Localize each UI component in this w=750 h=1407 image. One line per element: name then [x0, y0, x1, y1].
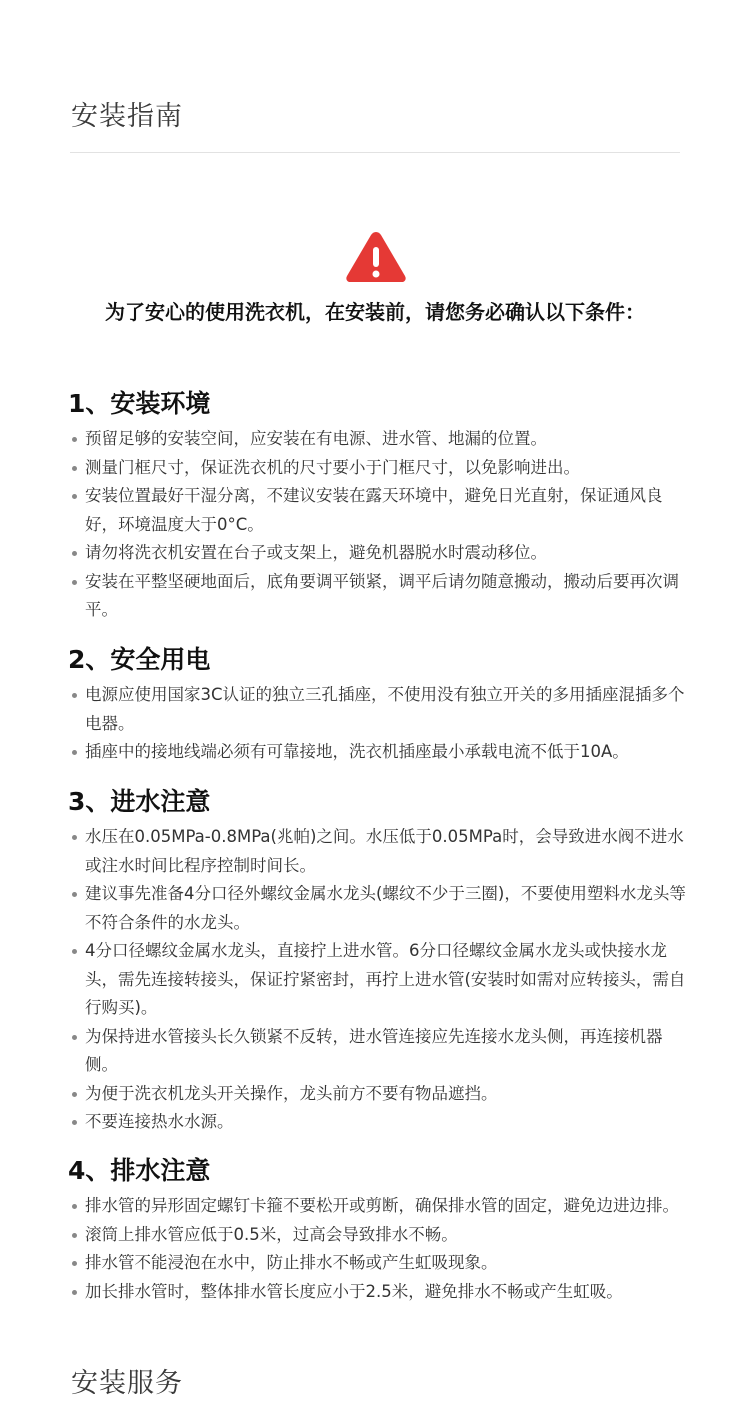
list-item: 为保持进水管接头长久锁紧不反转，进水管连接应先连接水龙头侧，再连接机器侧。 — [68, 1023, 688, 1080]
section-drainage — [68, 1154, 688, 1306]
list-item: 为便于洗衣机龙头开关操作，龙头前方不要有物品遮挡。 — [68, 1080, 688, 1109]
list-item: 请勿将洗衣机安置在台子或支架上，避免机器脱水时震动移位。 — [68, 539, 688, 568]
install-service-title: 安装服务 — [71, 1368, 183, 1399]
list-item: 加长排水管时，整体排水管长度应小于2.5米，避免排水不畅或产生虹吸。 — [68, 1278, 688, 1307]
list-item: 水压在0.05MPa-0.8MPa(兆帕)之间。水压低于0.05MPa时，会导致进水阀不进水或注水时间比程序控制时间长。 — [68, 823, 688, 880]
intro-text: 为了安心的使用洗衣机，在安装前，请您务必确认以下条件： — [105, 300, 645, 324]
section-electrical-safety — [68, 643, 688, 767]
title-divider — [70, 152, 680, 153]
section-water-inlet — [68, 785, 688, 1137]
list-item: 电源应使用国家3C认证的独立三孔插座，不使用没有独立开关的多用插座混插多个电器。 — [68, 681, 688, 738]
list-item: 排水管的异形固定螺钉卡箍不要松开或剪断，确保排水管的固定，避免边进边排。 — [68, 1192, 688, 1221]
list-item: 预留足够的安装空间，应安装在有电源、进水管、地漏的位置。 — [68, 425, 688, 454]
section-heading: 4、排水注意 — [68, 1156, 211, 1185]
section-heading: 1、安装环境 — [68, 389, 211, 418]
section-heading: 3、进水注意 — [68, 787, 211, 816]
section-install-environment — [68, 387, 688, 625]
list-item: 建议事先准备4分口径外螺纹金属水龙头(螺纹不少于三圈)，不要使用塑料水龙头等不符合条件的水龙头。 — [68, 880, 688, 937]
bullet-list — [68, 425, 688, 625]
list-item: 插座中的接地线端必须有可靠接地，洗衣机插座最小承载电流不低于10A。 — [68, 738, 688, 767]
list-item: 滚筒上排水管应低于0.5米，过高会导致排水不畅。 — [68, 1221, 688, 1250]
list-item: 测量门框尺寸，保证洗衣机的尺寸要小于门框尺寸，以免影响进出。 — [68, 454, 688, 483]
section-heading: 2、安全用电 — [68, 645, 211, 674]
page-title: 安装指南 — [71, 101, 183, 132]
bullet-list — [68, 1192, 688, 1306]
bullet-list — [68, 823, 688, 1137]
list-item: 不要连接热水水源。 — [68, 1108, 688, 1137]
list-item: 排水管不能浸泡在水中，防止排水不畅或产生虹吸现象。 — [68, 1249, 688, 1278]
list-item: 安装位置最好干湿分离，不建议安装在露天环境中，避免日光直射，保证通风良好，环境温度大于0°C。 — [68, 482, 688, 539]
warning-triangle-icon — [344, 228, 408, 284]
list-item: 安装在平整坚硬地面后，底角要调平锁紧，调平后请勿随意搬动，搬动后要再次调平。 — [68, 568, 688, 625]
list-item: 4分口径螺纹金属水龙头，直接拧上进水管。6分口径螺纹金属水龙头或快接水龙头，需先连接转接头，保证拧紧密封，再拧上进水管(安装时如需对应转接头，需自行购买)。 — [68, 937, 688, 1023]
bullet-list — [68, 681, 688, 767]
